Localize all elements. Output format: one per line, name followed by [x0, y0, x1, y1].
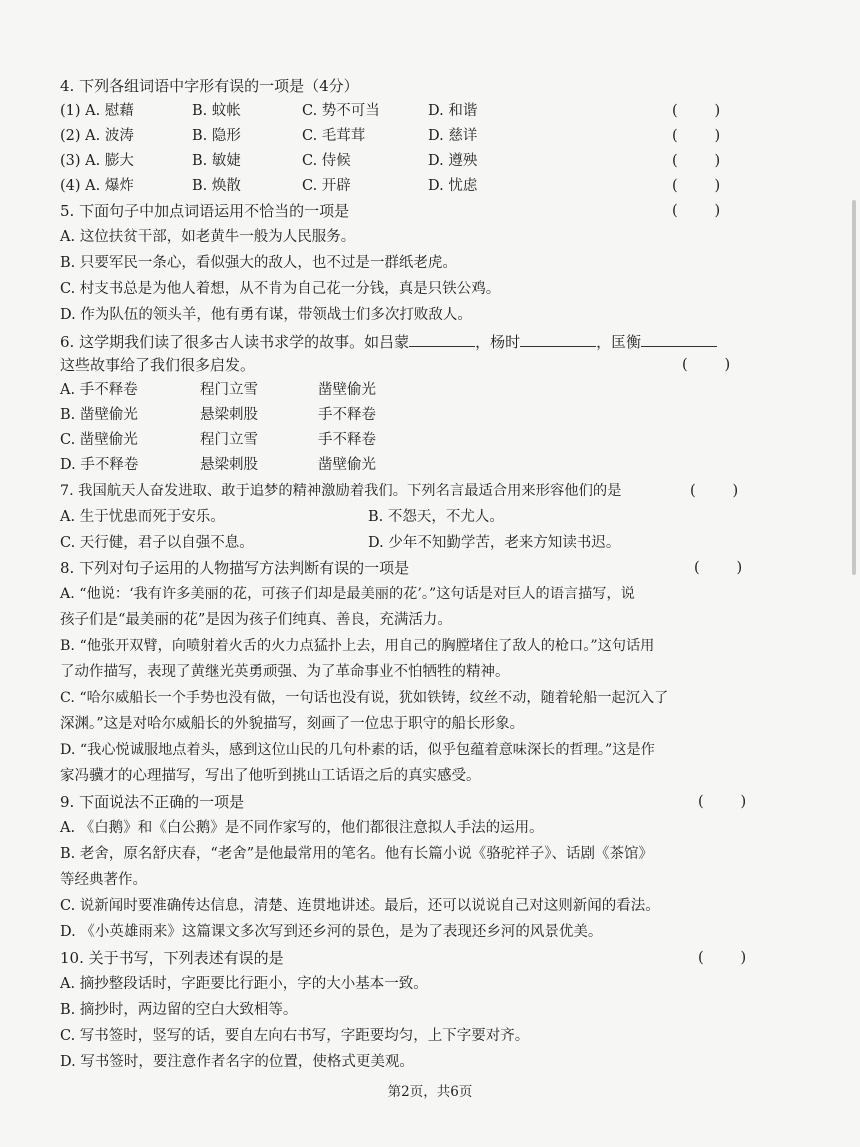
q6-option-a-2: 程门立雪 [200, 382, 258, 398]
q8-stem: 8. 下列对句子运用的人物描写方法判断有误的一项是 [60, 559, 410, 577]
q7-option-c: C. 天行健，君子以自强不息。 [60, 535, 254, 551]
q8-line-5: C. “哈尔威船长一个手势也没有做，一句话也没有说，犹如铁铸，纹丝不动，随着轮船一起沉入了 [60, 690, 669, 706]
q10-stem: 10. 关于书写，下列表述有误的是 [60, 949, 284, 967]
q6-option-d-2: 悬梁刺股 [200, 457, 258, 473]
q6-stem-part2: ，杨时 [475, 333, 521, 351]
q4-row1-d: D. 和谐 [428, 103, 478, 119]
q4-row3-answer: ( ) [672, 153, 721, 169]
q4-row1-b: B. 蚊帐 [192, 103, 241, 119]
q6-option-a-3: 凿壁偷光 [318, 382, 376, 398]
q6-answer: ( ) [682, 357, 731, 373]
scrollbar[interactable] [852, 200, 856, 575]
q5-answer: ( ) [672, 203, 721, 219]
q4-row3-d: D. 遵殃 [428, 153, 478, 169]
q4-row4-answer: ( ) [672, 178, 721, 194]
q4-row4-a: (4) A. 爆炸 [60, 178, 134, 194]
q6-option-a-1: A. 手不释卷 [60, 382, 138, 398]
q7-answer: ( ) [690, 483, 739, 499]
q6-option-b-2: 悬梁刺股 [200, 407, 258, 423]
q6-blank-3 [641, 331, 717, 347]
q4-row1-a: (1) A. 慰藉 [60, 103, 134, 119]
q7-stem: 7. 我国航天人奋发进取、敢于追梦的精神激励着我们。下列名言最适合用来形容他们的是 [60, 483, 622, 499]
q9-answer: ( ) [698, 794, 747, 810]
q5-option-d: D. 作为队伍的领头羊，他有勇有谋，带领战士们多次打败敌人。 [60, 307, 472, 323]
q6-option-c-3: 手不释卷 [318, 432, 376, 448]
q10-line-2: B. 摘抄时，两边留的空白大致相等。 [60, 1002, 298, 1018]
q5-option-a: A. 这位扶贫干部，如老黄牛一般为人民服务。 [60, 229, 356, 245]
q6-stem [60, 331, 717, 352]
q6-stem-part1: 6. 这学期我们读了很多古人读书求学的故事。如吕蒙 [60, 333, 410, 351]
q6-stem-part3: ，匡衡 [596, 333, 642, 351]
q9-stem: 9. 下面说法不正确的一项是 [60, 793, 245, 811]
q10-line-4: D. 写书签时，要注意作者名字的位置，使格式更美观。 [60, 1054, 414, 1070]
q8-line-1: A. “他说：‘我有许多美丽的花，可孩子们却是最美丽的花’。”这句话是对巨人的语言描写，说 [60, 586, 635, 602]
q10-answer: ( ) [698, 950, 747, 966]
q8-line-2: 孩子们是“最美丽的花”是因为孩子们纯真、善良，充满活力。 [60, 612, 452, 628]
q7-option-d: D. 少年不知勤学苦，老来方知读书迟。 [368, 535, 621, 551]
q4-row4-c: C. 开辟 [302, 178, 351, 194]
q4-row2-a: (2) A. 波涛 [60, 128, 134, 144]
q6-blank-1 [409, 331, 475, 347]
q6-blank-2 [520, 331, 596, 347]
q4-row2-c: C. 毛茸茸 [302, 128, 366, 144]
page-number: 第2页，共6页 [387, 1084, 473, 1100]
q8-answer: ( ) [694, 560, 743, 576]
q5-option-b: B. 只要军民一条心，看似强大的敌人，也不过是一群纸老虎。 [60, 255, 457, 271]
q8-line-4: 了动作描写，表现了黄继光英勇顽强、为了革命事业不怕牺牲的精神。 [60, 664, 510, 680]
q6-option-c-1: C. 凿壁偷光 [60, 432, 138, 448]
q4-row4-b: B. 焕散 [192, 178, 241, 194]
q6-option-d-1: D. 手不释卷 [60, 457, 139, 473]
q10-line-3: C. 写书签时，竖写的话，要自左向右书写，字距要均匀，上下字要对齐。 [60, 1028, 530, 1044]
q5-option-c: C. 村支书总是为他人着想，从不肯为自己花一分钱，真是只铁公鸡。 [60, 281, 501, 297]
q4-row1-answer: ( ) [672, 103, 721, 119]
q8-line-8: 家冯骥才的心理描写，写出了他听到挑山工话语之后的真实感受。 [60, 768, 481, 784]
q9-line-2: B. 老舍，原名舒庆春，“老舍”是他最常用的笔名。他有长篇小说《骆驼祥子》、话剧《茶馆》 [60, 846, 653, 862]
q6-option-d-3: 凿壁偷光 [318, 457, 376, 473]
q4-row3-a: (3) A. 膨大 [60, 153, 134, 169]
q4-row2-b: B. 隐形 [192, 128, 241, 144]
q7-option-b: B. 不怨天，不尤人。 [368, 509, 504, 525]
q6-option-c-2: 程门立雪 [200, 432, 258, 448]
q5-stem: 5. 下面句子中加点词语运用不恰当的一项是 [60, 202, 350, 220]
q10-line-1: A. 摘抄整段话时，字距要比行距小，字的大小基本一致。 [60, 976, 428, 992]
q6-option-b-1: B. 凿壁偷光 [60, 407, 138, 423]
q6-option-b-3: 手不释卷 [318, 407, 376, 423]
q8-line-7: D. “我心悦诚服地点着头，感到这位山民的几句朴素的话，似乎包蕴着意味深长的哲理。”这是作 [60, 742, 655, 758]
q4-stem: 4. 下列各组词语中字形有误的一项是（4分） [60, 77, 359, 95]
q9-line-5: D. 《小英雄雨来》这篇课文多次写到还乡河的景色，是为了表现还乡河的风景优美。 [60, 924, 603, 940]
q4-row2-d: D. 慈详 [428, 128, 478, 144]
q9-line-3: 等经典著作。 [60, 872, 147, 888]
q4-row3-c: C. 侍候 [302, 153, 351, 169]
q6-stem-line2: 这些故事给了我们很多启发。 [60, 356, 256, 374]
q4-row2-answer: ( ) [672, 128, 721, 144]
q9-line-1: A. 《白鹅》和《白公鹅》是不同作家写的，他们都很注意拟人手法的运用。 [60, 820, 544, 836]
q9-line-4: C. 说新闻时要准确传达信息，清楚、连贯地讲述。最后，还可以说说自己对这则新闻的看法。 [60, 898, 660, 914]
q7-option-a: A. 生于忧患而死于安乐。 [60, 509, 225, 525]
q4-row3-b: B. 敏婕 [192, 153, 241, 169]
q4-row4-d: D. 忧虑 [428, 178, 478, 194]
q4-row1-c: C. 势不可当 [302, 103, 380, 119]
q8-line-3: B. “他张开双臂，向喷射着火舌的火力点猛扑上去，用自己的胸膛堵住了敌人的枪口。”这句话用 [60, 638, 655, 654]
q8-line-6: 深渊。”这是对哈尔威船长的外貌描写，刻画了一位忠于职守的船长形象。 [60, 716, 525, 732]
